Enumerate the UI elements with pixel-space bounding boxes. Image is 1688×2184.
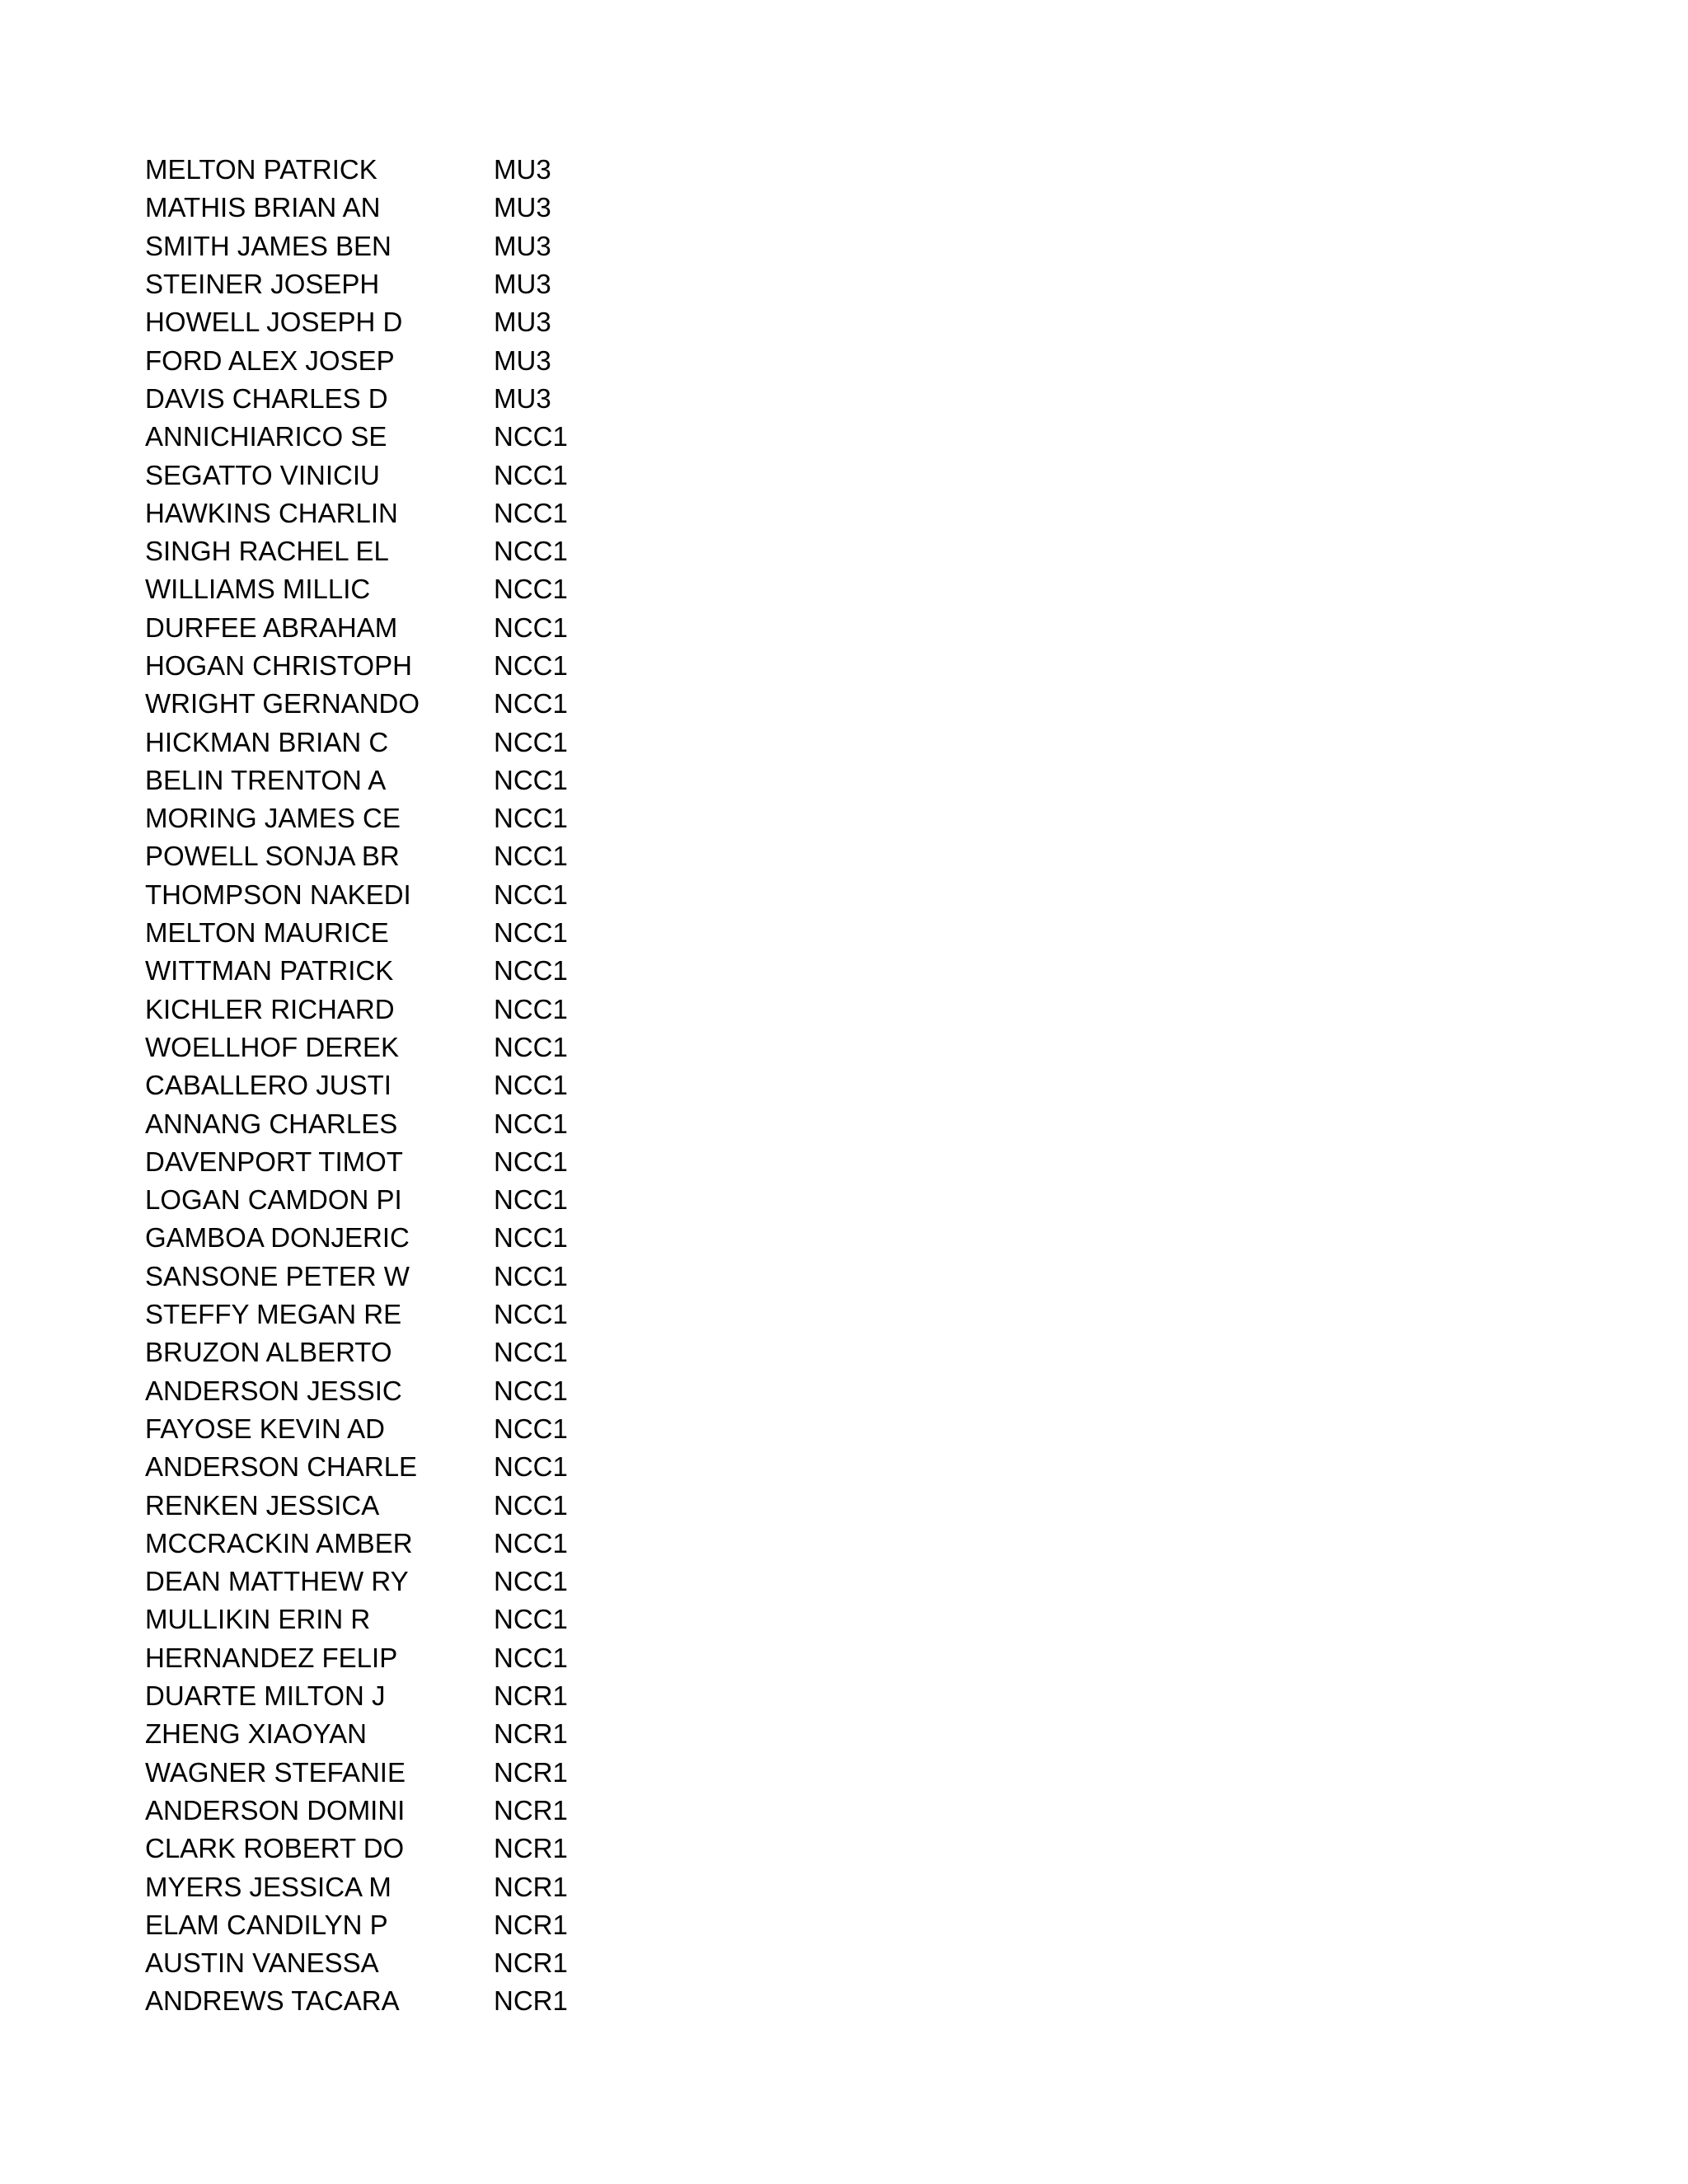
table-row: [145, 685, 804, 723]
table-row: [145, 418, 804, 456]
unit-code-cell: MU3: [494, 307, 551, 338]
employee-name-cell: MULLIKIN ERIN R: [145, 1604, 371, 1635]
table-row: [145, 1792, 804, 1830]
employee-name-cell: DURFEE ABRAHAM: [145, 612, 398, 643]
table-row: [145, 647, 804, 685]
table-row: [145, 227, 804, 265]
unit-code-cell: MU3: [494, 344, 551, 376]
employee-name-cell: MELTON MAURICE: [145, 917, 389, 949]
employee-name-cell: GAMBOA DONJERIC: [145, 1222, 410, 1254]
employee-name-cell: HOWELL JOSEPH D: [145, 307, 403, 338]
table-row: [145, 1258, 804, 1296]
employee-name-cell: ANNANG CHARLES: [145, 1108, 398, 1139]
table-row: [145, 570, 804, 608]
unit-code-cell: NCC1: [494, 955, 568, 987]
unit-code-cell: NCC1: [494, 917, 568, 949]
table-row: [145, 1104, 804, 1142]
employee-name-cell: MORING JAMES CE: [145, 803, 401, 834]
table-row: [145, 1333, 804, 1371]
employee-name-cell: SANSONE PETER W: [145, 1260, 410, 1291]
employee-name-cell: ZHENG XIAOYAN: [145, 1718, 367, 1750]
table-row: [145, 952, 804, 990]
table-row: [145, 1982, 804, 2020]
unit-code-cell: MU3: [494, 269, 551, 300]
employee-name-cell: WITTMAN PATRICK: [145, 955, 394, 987]
unit-code-cell: NCC1: [494, 1489, 568, 1521]
unit-code-cell: NCC1: [494, 879, 568, 910]
unit-code-cell: NCC1: [494, 1642, 568, 1673]
unit-code-cell: NCR1: [494, 1718, 568, 1750]
table-row: [145, 456, 804, 494]
employee-name-cell: STEINER JOSEPH: [145, 269, 380, 300]
unit-code-cell: NCC1: [494, 497, 568, 528]
unit-code-cell: NCR1: [494, 1756, 568, 1788]
unit-code-cell: MU3: [494, 382, 551, 414]
table-row: [145, 1486, 804, 1524]
unit-code-cell: NCC1: [494, 459, 568, 490]
unit-code-cell: NCR1: [494, 1833, 568, 1864]
employee-name-cell: FAYOSE KEVIN AD: [145, 1413, 385, 1444]
table-row: [145, 1410, 804, 1448]
employee-name-cell: STEFFY MEGAN RE: [145, 1299, 402, 1330]
table-row: [145, 1143, 804, 1181]
unit-code-cell: NCC1: [494, 803, 568, 834]
table-row: [145, 265, 804, 303]
unit-code-cell: NCC1: [494, 1031, 568, 1062]
table-row: [145, 1601, 804, 1638]
table-row: [145, 1753, 804, 1791]
table-row: [145, 151, 804, 189]
table-row: [145, 532, 804, 570]
employee-name-cell: WAGNER STEFANIE: [145, 1756, 406, 1788]
employee-name-cell: MATHIS BRIAN AN: [145, 192, 381, 223]
employee-name-cell: BRUZON ALBERTO: [145, 1337, 392, 1368]
employee-name-cell: ANDERSON CHARLE: [145, 1451, 418, 1483]
unit-code-cell: NCC1: [494, 1451, 568, 1483]
unit-code-cell: NCC1: [494, 993, 568, 1024]
roster-table: [145, 151, 804, 2021]
employee-name-cell: CABALLERO JUSTI: [145, 1070, 392, 1101]
unit-code-cell: NCC1: [494, 1070, 568, 1101]
employee-name-cell: HICKMAN BRIAN C: [145, 726, 389, 757]
unit-code-cell: NCC1: [494, 726, 568, 757]
table-row: [145, 1715, 804, 1753]
unit-code-cell: NCC1: [494, 1299, 568, 1330]
employee-name-cell: HERNANDEZ FELIP: [145, 1642, 398, 1673]
employee-name-cell: DUARTE MILTON J: [145, 1680, 386, 1712]
table-row: [145, 799, 804, 837]
table-row: [145, 991, 804, 1029]
unit-code-cell: MU3: [494, 230, 551, 261]
unit-code-cell: NCC1: [494, 1604, 568, 1635]
employee-name-cell: SEGATTO VINICIU: [145, 459, 380, 490]
employee-name-cell: MELTON PATRICK: [145, 154, 377, 185]
employee-name-cell: BELIN TRENTON A: [145, 764, 387, 795]
unit-code-cell: NCR1: [494, 1985, 568, 2017]
employee-name-cell: MYERS JESSICA M: [145, 1871, 392, 1902]
unit-code-cell: NCC1: [494, 650, 568, 681]
unit-code-cell: NCC1: [494, 764, 568, 795]
table-row: [145, 494, 804, 532]
employee-name-cell: HAWKINS CHARLIN: [145, 497, 398, 528]
unit-code-cell: NCC1: [494, 1222, 568, 1254]
employee-name-cell: ANDERSON DOMINI: [145, 1794, 406, 1825]
unit-code-cell: NCC1: [494, 841, 568, 872]
table-row: [145, 1296, 804, 1333]
employee-name-cell: FORD ALEX JOSEP: [145, 344, 395, 376]
unit-code-cell: NCC1: [494, 1413, 568, 1444]
employee-name-cell: WILLIAMS MILLIC: [145, 574, 371, 605]
employee-name-cell: LOGAN CAMDON PI: [145, 1184, 402, 1216]
unit-code-cell: NCC1: [494, 612, 568, 643]
table-row: [145, 303, 804, 341]
employee-name-cell: RENKEN JESSICA: [145, 1489, 380, 1521]
employee-name-cell: ANDREWS TACARA: [145, 1985, 400, 2017]
employee-name-cell: DAVIS CHARLES D: [145, 382, 388, 414]
employee-name-cell: AUSTIN VANESSA: [145, 1947, 379, 1979]
unit-code-cell: MU3: [494, 192, 551, 223]
unit-code-cell: NCC1: [494, 1375, 568, 1406]
employee-name-cell: DAVENPORT TIMOT: [145, 1146, 403, 1177]
unit-code-cell: NCR1: [494, 1909, 568, 1940]
employee-name-cell: SINGH RACHEL EL: [145, 536, 389, 567]
employee-name-cell: ELAM CANDILYN P: [145, 1909, 388, 1940]
table-row: [145, 1639, 804, 1677]
table-row: [145, 837, 804, 875]
unit-code-cell: NCR1: [494, 1947, 568, 1979]
table-row: [145, 1029, 804, 1066]
unit-code-cell: NCC1: [494, 536, 568, 567]
employee-name-cell: SMITH JAMES BEN: [145, 230, 392, 261]
table-row: [145, 380, 804, 418]
table-row: [145, 1372, 804, 1410]
unit-code-cell: MU3: [494, 154, 551, 185]
employee-name-cell: WRIGHT GERNANDO: [145, 688, 420, 719]
employee-name-cell: POWELL SONJA BR: [145, 841, 400, 872]
table-row: [145, 1944, 804, 1982]
unit-code-cell: NCC1: [494, 688, 568, 719]
table-row: [145, 762, 804, 799]
unit-code-cell: NCC1: [494, 1337, 568, 1368]
table-row: [145, 189, 804, 227]
table-row: [145, 1868, 804, 1905]
unit-code-cell: NCC1: [494, 421, 568, 452]
table-row: [145, 1219, 804, 1257]
unit-code-cell: NCR1: [494, 1680, 568, 1712]
unit-code-cell: NCC1: [494, 1184, 568, 1216]
table-row: [145, 876, 804, 914]
unit-code-cell: NCC1: [494, 1146, 568, 1177]
employee-name-cell: KICHLER RICHARD: [145, 993, 395, 1024]
employee-name-cell: ANDERSON JESSIC: [145, 1375, 402, 1406]
unit-code-cell: NCC1: [494, 1527, 568, 1558]
employee-name-cell: DEAN MATTHEW RY: [145, 1566, 409, 1597]
unit-code-cell: NCC1: [494, 1260, 568, 1291]
unit-code-cell: NCC1: [494, 574, 568, 605]
table-row: [145, 914, 804, 952]
table-row: [145, 1830, 804, 1868]
employee-name-cell: ANNICHIARICO SE: [145, 421, 387, 452]
unit-code-cell: NCR1: [494, 1871, 568, 1902]
table-row: [145, 341, 804, 379]
table-row: [145, 1181, 804, 1219]
employee-name-cell: CLARK ROBERT DO: [145, 1833, 405, 1864]
table-row: [145, 1066, 804, 1104]
employee-name-cell: HOGAN CHRISTOPH: [145, 650, 412, 681]
table-row: [145, 723, 804, 761]
table-row: [145, 1525, 804, 1563]
unit-code-cell: NCC1: [494, 1566, 568, 1597]
unit-code-cell: NCC1: [494, 1108, 568, 1139]
employee-name-cell: WOELLHOF DEREK: [145, 1031, 400, 1062]
table-row: [145, 1448, 804, 1486]
table-row: [145, 1906, 804, 1944]
unit-code-cell: NCR1: [494, 1794, 568, 1825]
table-row: [145, 1677, 804, 1715]
table-row: [145, 1563, 804, 1601]
employee-name-cell: MCCRACKIN AMBER: [145, 1527, 413, 1558]
employee-name-cell: THOMPSON NAKEDI: [145, 879, 411, 910]
table-row: [145, 609, 804, 647]
